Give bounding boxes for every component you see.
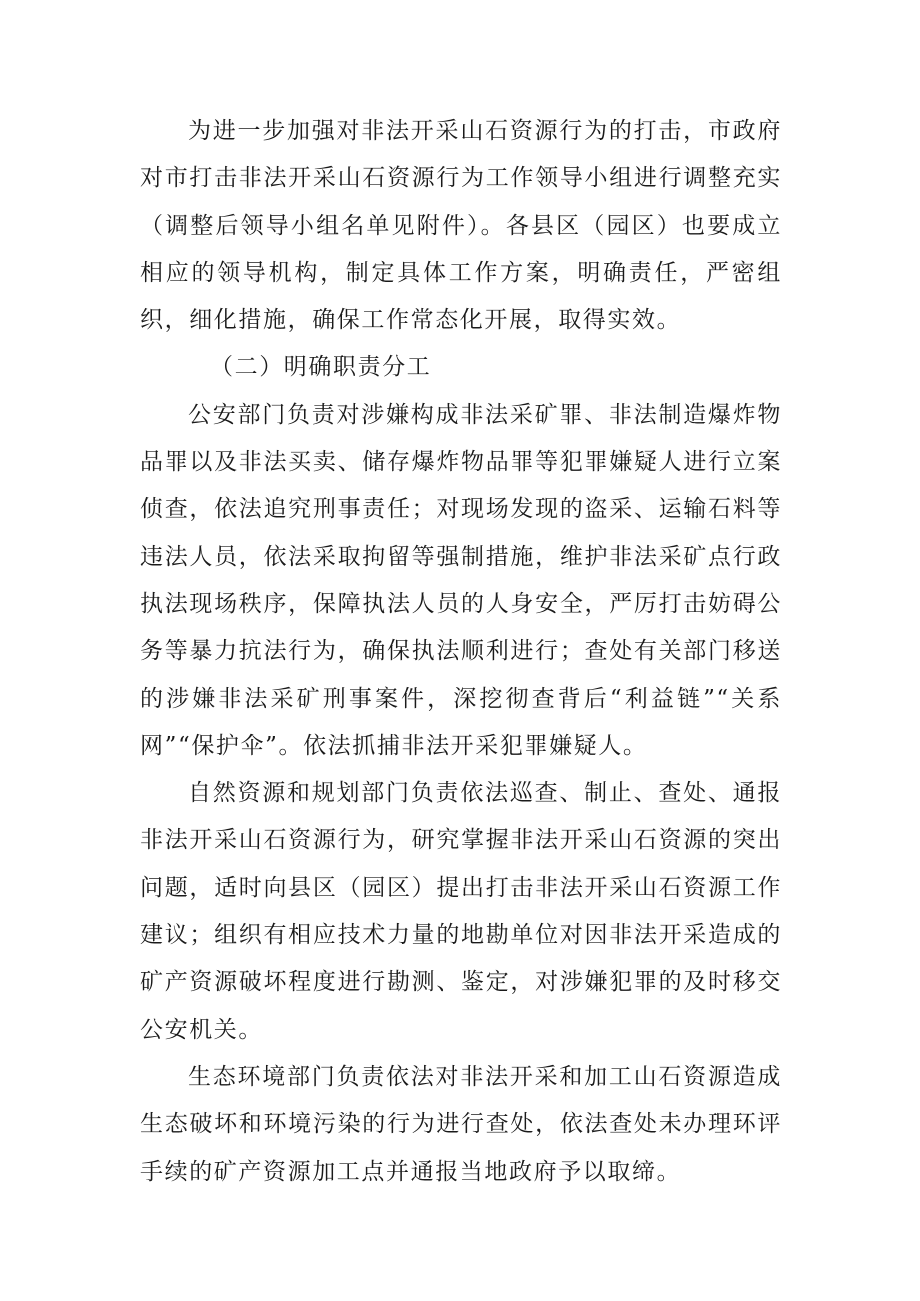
paragraph-natural-resources: 自然资源和规划部门负责依法巡查、制止、查处、通报非法开采山石资源行为，研究掌握非法开采山石资源的突出问题，适时向县区（园区）提出打击非法开采山石资源工作建议；组织有相应技术力量的地勘单位对因非法开采造成的矿产资源破坏程度进行勘测、鉴定，对涉嫌犯罪的及时移交公安机关。 (140, 780, 782, 1043)
paragraph-ecology-environment: 生态环境部门负责依法对非法开采和加工山石资源造成生态破坏和环境污染的行为进行查处，依法查处未办理环评手续的矿产资源加工点并通报当地政府予以取缔。 (140, 1063, 782, 1185)
document-body (140, 108, 782, 1196)
section-heading-duties: （二）明确职责分工 (210, 354, 432, 381)
paragraph-leading-group: 为进一步加强对非法开采山石资源行为的打击，市政府对市打击非法开采山石资源行为工作领导小组进行调整充实（调整后领导小组名单见附件）。各县区（园区）也要成立相应的领导机构，制定具体工作方案，明确责任，严密组织，细化措施，确保工作常态化开展，取得实效。 (140, 118, 782, 334)
paragraph-public-security: 公安部门负责对涉嫌构成非法采矿罪、非法制造爆炸物品罪以及非法买卖、储存爆炸物品罪等犯罪嫌疑人进行立案侦查，依法追究刑事责任；对现场发现的盗采、运输石料等违法人员，依法采取拘留等强制措施，维护非法采矿点行政执法现场秩序，保障执法人员的人身安全，严厉打击妨碍公务等暴力抗法行为，确保执法顺利进行；查处有关部门移送的涉嫌非法采矿刑事案件，深挖彻查背后“利益链”“关系网”“保护伞”。依法抓捕非法开采犯罪嫌疑人。 (140, 401, 782, 759)
